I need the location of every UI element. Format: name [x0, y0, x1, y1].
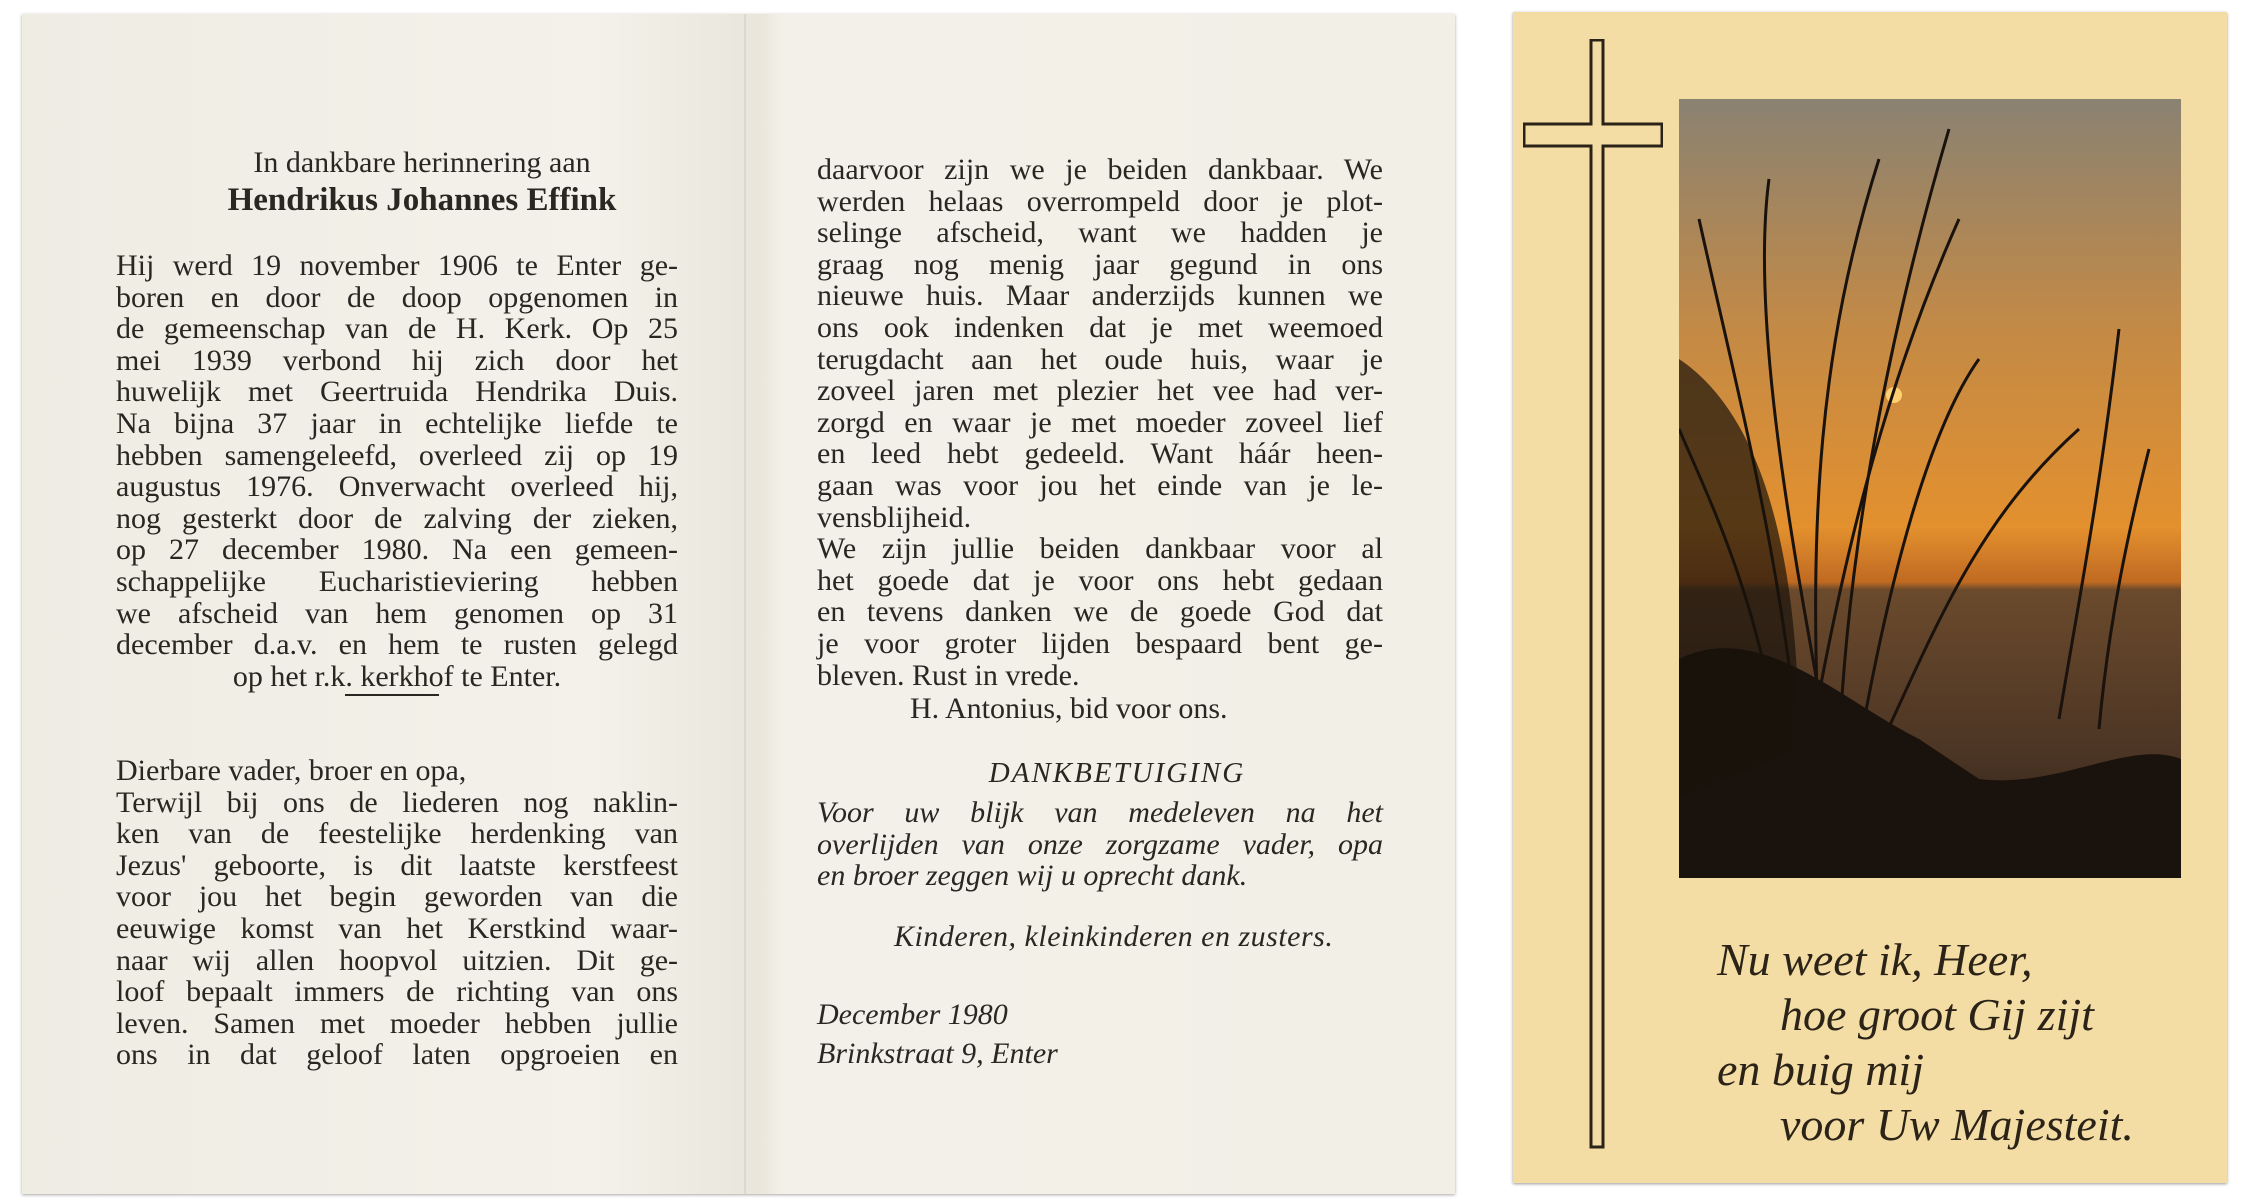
text-line: het goede dat je voor ons hebt gedaan	[817, 563, 1383, 597]
farewell-paragraph	[116, 755, 678, 1071]
text-line: we afscheid van hem genomen op 31	[116, 596, 678, 630]
text-line: december d.a.v. en hem te rusten gelegd	[116, 628, 678, 662]
text-line: de gemeenschap van de H. Kerk. Op 25	[116, 312, 678, 346]
poem-line: en buig mij	[1717, 1044, 1924, 1095]
deceased-name: Hendrikus Johannes Effink	[227, 182, 617, 218]
text-line: ons ook indenken dat je met weemoed	[817, 310, 1383, 344]
text-line: naar wij allen hoopvol uitzien. Dit ge-	[116, 943, 678, 977]
text-line: ken van de feestelijke herdenking van	[116, 817, 678, 851]
text-line: werden helaas overrompeld door je plot-	[817, 184, 1383, 218]
text-line: je voor groter lijden bespaard bent ge-	[817, 626, 1383, 660]
thanks-heading: DANKBETUIGING	[988, 757, 1246, 789]
text-line: augustus 1976. Onverwacht overleed hij,	[116, 470, 678, 504]
text-line: boren en door de doop opgenomen in	[116, 280, 678, 314]
biography-paragraph	[116, 250, 678, 692]
text-line: terugdacht aan het oude huis, waar je	[817, 342, 1383, 376]
text-line: schappelijke Eucharistieviering hebben	[116, 564, 678, 598]
intro-text: In dankbare herinnering aan	[253, 146, 591, 179]
farewell-paragraph-continued	[817, 154, 1383, 691]
prayer-line: H. Antonius, bid voor ons.	[910, 692, 1228, 725]
poem	[1717, 932, 2134, 1152]
text-line: We zijn jullie beiden dankbaar voor al	[817, 532, 1383, 566]
text-line: eeuwige komst van het Kerstkind waar-	[116, 911, 678, 945]
text-line: daarvoor zijn we je beiden dankbaar. We	[817, 153, 1383, 186]
text-line: nieuwe huis. Maar anderzijds kunnen we	[817, 279, 1383, 313]
signers: Kinderen, kleinkinderen en zusters.	[894, 920, 1334, 953]
poem-line: voor Uw Majesteit.	[1780, 1099, 2134, 1150]
memorial-card-inside	[22, 14, 1455, 1194]
text-line: op 27 december 1980. Na een gemeen-	[116, 533, 678, 567]
text-line: nog gesterkt door de zalving der zieken,	[116, 501, 678, 535]
text-line: loof bepaalt immers de richting van ons	[116, 975, 678, 1009]
poem-line: hoe groot Gij zijt	[1780, 989, 2094, 1040]
text-line: Na bijna 37 jaar in echtelijke liefde te	[116, 406, 678, 440]
text-line: op het r.k. kerkhof te Enter.	[232, 659, 562, 693]
text-line: Terwijl bij ons de liederen nog naklin-	[116, 785, 678, 819]
text-line: Hij werd 19 november 1906 te Enter ge-	[116, 249, 678, 282]
poem-line: Nu weet ik, Heer,	[1717, 934, 2033, 985]
separator-line	[345, 694, 439, 696]
text-line: huwelijk met Geertruida Hendrika Duis.	[116, 375, 678, 409]
text-line: selinge afscheid, want we hadden je	[817, 216, 1383, 250]
text-line: en broer zeggen wij u oprecht dank.	[817, 859, 1248, 893]
card-fold	[744, 14, 746, 1194]
sunset-photo	[1679, 99, 2181, 878]
text-line: overlijden van onze zorgzame vader, opa	[817, 827, 1383, 861]
text-line: zoveel jaren met plezier het vee had ver-	[817, 374, 1383, 408]
text-line: zorgd en waar je met moeder zoveel lief	[817, 405, 1383, 439]
thanks-paragraph	[817, 797, 1383, 892]
text-line: hebben samengeleefd, overleed zij op 19	[116, 438, 678, 472]
text-line: gaan was voor jou het einde van je le-	[817, 468, 1383, 502]
cross-icon	[1523, 39, 1663, 1149]
text-line: ons in dat geloof laten opgroeien en	[116, 1038, 678, 1072]
text-line: Dierbare vader, broer en opa,	[116, 754, 467, 787]
address: Brinkstraat 9, Enter	[817, 1037, 1058, 1070]
text-line: leven. Samen met moeder hebben jullie	[116, 1006, 678, 1040]
memorial-card-front	[1513, 12, 2227, 1183]
date: December 1980	[817, 998, 1008, 1031]
text-line: bleven. Rust in vrede.	[817, 658, 1080, 692]
text-line: Voor uw blijk van medeleven na het	[817, 796, 1383, 829]
text-line: voor jou het begin geworden van die	[116, 880, 678, 914]
text-line: Jezus' geboorte, is dit laatste kerstfeest	[116, 848, 678, 882]
text-line: en leed hebt gedeeld. Want háár heen-	[817, 437, 1383, 471]
text-line: graag nog menig jaar gegund in ons	[817, 247, 1383, 281]
text-line: vensblijheid.	[817, 500, 972, 534]
text-line: mei 1939 verbond hij zich door het	[116, 343, 678, 377]
text-line: en tevens danken we de goede God dat	[817, 595, 1383, 629]
